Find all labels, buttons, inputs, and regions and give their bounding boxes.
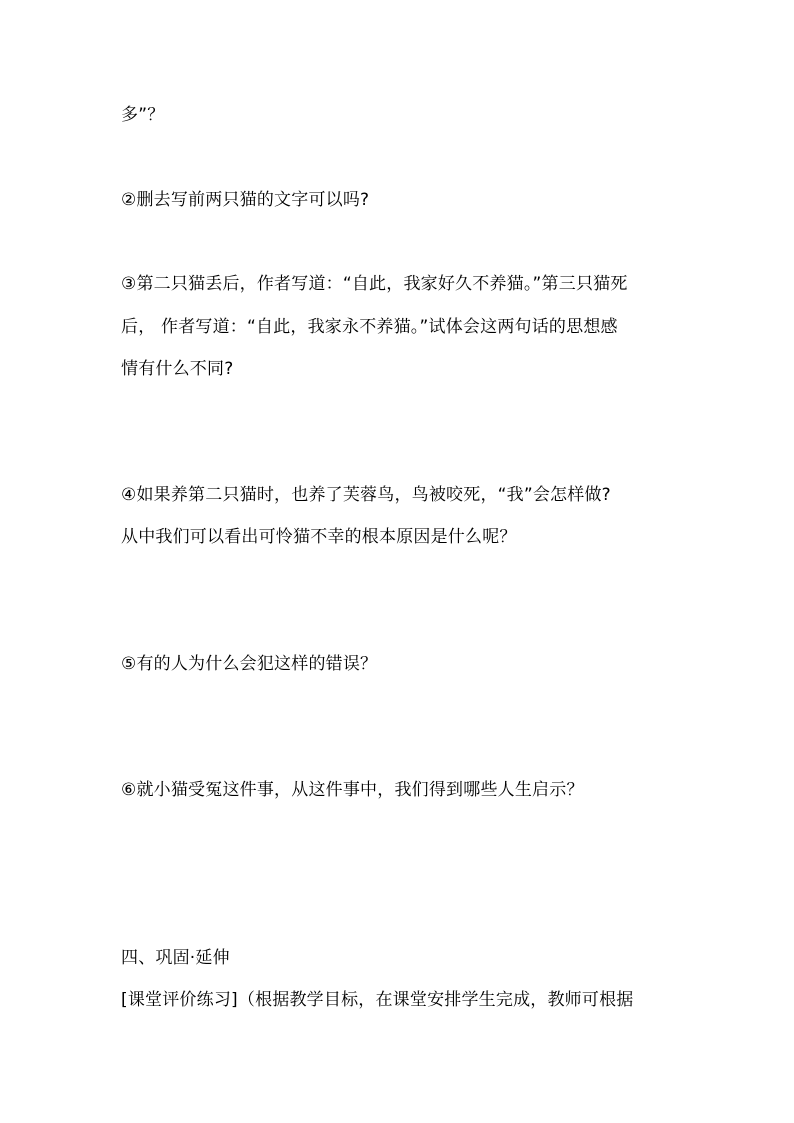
question-1-continuation: 多”？	[121, 105, 165, 125]
question-2: ②删去写前两只猫的文字可以吗?	[121, 190, 370, 210]
question-4-line-2: 从中我们可以看出可怜猫不幸的根本原因是什么呢？	[121, 527, 517, 547]
question-6: ⑥就小猫受冤这件事，从这件事中，我们得到哪些人生启示？	[121, 780, 584, 800]
question-3-line-2: 后， 作者写道：“自此，我家永不养猫。”试体会这两句话的思想感	[121, 317, 618, 337]
classroom-evaluation-text: [课堂评价练习]（根据教学目标，在课堂安排学生完成，教师可根据	[121, 990, 634, 1010]
question-5: ⑤有的人为什么会犯这样的错误？	[121, 654, 378, 674]
section-heading: 四、巩固·延伸	[121, 948, 230, 968]
question-3-line-1: ③第二只猫丢后，作者写道：“自此，我家好久不养猫。”第三只猫死	[121, 274, 628, 294]
question-4-line-1: ④如果养第二只猫时，也养了芙蓉鸟，鸟被咬死，“我”会怎样做?	[121, 485, 611, 505]
question-3-line-3: 情有什么不同?	[121, 359, 234, 379]
